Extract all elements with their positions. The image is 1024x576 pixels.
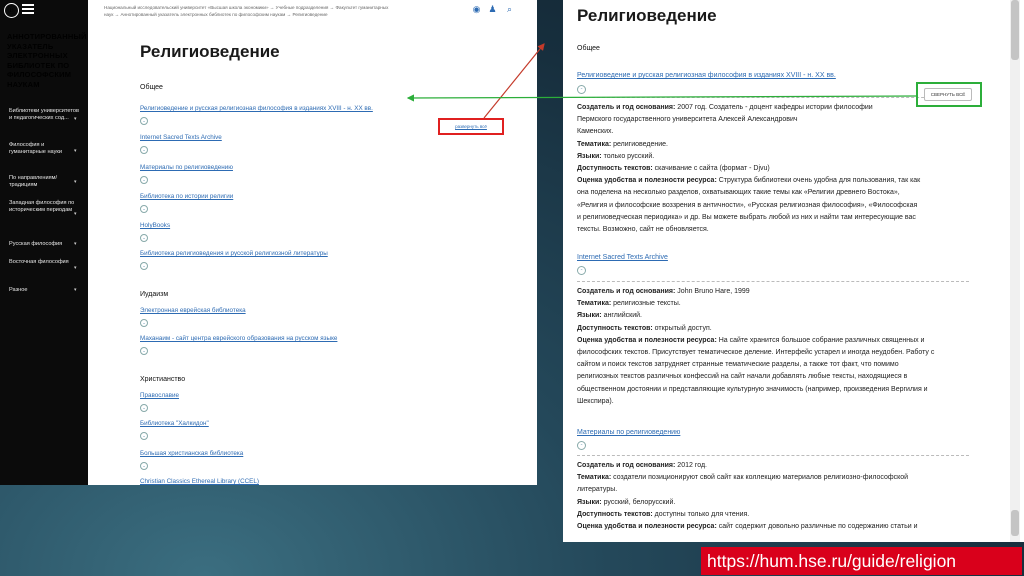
expand-icon[interactable]: ⌄ bbox=[140, 262, 148, 270]
link-chalcedon[interactable]: Библиотека "Халкидон" bbox=[140, 420, 209, 427]
chevron-down-icon[interactable]: ▾ bbox=[74, 211, 77, 217]
section-heading-general: Общее bbox=[140, 84, 163, 91]
expand-icon[interactable]: ⌄ bbox=[140, 462, 148, 470]
collapse-icon[interactable]: ⌃ bbox=[577, 441, 586, 450]
link-religion-materials[interactable]: Материалы по религиоведению bbox=[577, 429, 681, 436]
entry-field-value: Пермского государственного университета Алексей Александрович bbox=[577, 116, 798, 124]
sidebar-item-university-libraries[interactable]: Библиотеки университетов и педагогических сод... bbox=[9, 108, 79, 121]
entry-field-value: доступны только для чтения. bbox=[654, 510, 750, 518]
entry-field-value: 2007 год. Создатель - доцент кафедры истории философии bbox=[677, 104, 873, 111]
collapse-icon[interactable]: ⌃ bbox=[577, 266, 586, 275]
entry-field-label: Тематика: bbox=[577, 300, 614, 308]
chevron-down-icon[interactable]: ▾ bbox=[74, 116, 77, 122]
chevron-down-icon[interactable]: ▾ bbox=[74, 287, 77, 293]
page-title: Религиоведение bbox=[577, 6, 717, 25]
sidebar-item-humanities[interactable]: Философия и гуманитарные науки bbox=[9, 142, 62, 155]
link-religion-russian-literature[interactable]: Библиотека религиоведения и русской религиозной литературы bbox=[140, 250, 328, 257]
entry-field-value: она поделена на несколько разделов, охватывающих такие темы как «Религии древнего Востока», bbox=[577, 189, 900, 197]
expand-icon[interactable]: ⌄ bbox=[140, 347, 148, 355]
collapse-all-button[interactable]: СВЕРНУТЬ ВСЁ bbox=[924, 88, 972, 101]
page-title: Религиоведение bbox=[140, 42, 280, 61]
entry-field-value: открытый доступ. bbox=[654, 324, 712, 332]
link-sacred-texts[interactable]: Internet Sacred Texts Archive bbox=[577, 254, 668, 261]
sidebar-item-misc[interactable]: Разное bbox=[9, 287, 28, 293]
expand-icon[interactable]: ⌄ bbox=[140, 176, 148, 184]
expand-icon[interactable]: ⌄ bbox=[140, 146, 148, 154]
entry-field-label: Создатель и год основания: bbox=[577, 288, 678, 295]
entry-field-label: Доступность текстов: bbox=[577, 165, 655, 173]
red-arrow bbox=[484, 44, 544, 118]
eye-icon[interactable]: ◉ bbox=[472, 4, 481, 14]
link-big-christian-library[interactable]: Большая христианская библиотека bbox=[140, 450, 244, 457]
entry-field-value: 2012 год. bbox=[677, 462, 707, 469]
entry-field-label: Языки: bbox=[577, 498, 604, 506]
chevron-down-icon[interactable]: ▾ bbox=[74, 179, 77, 185]
entry-field-label: Оценка удобства и полезности ресурса: bbox=[577, 523, 719, 531]
section-heading-general: Общее bbox=[577, 45, 600, 52]
entry-field-value: тексты. Возможно, сайт не обновляется. bbox=[577, 226, 709, 234]
entry-field-label: Языки: bbox=[577, 312, 604, 320]
chevron-down-icon[interactable]: ▾ bbox=[74, 265, 77, 271]
link-ccel[interactable]: Christian Classics Ethereal Library (CCEL) bbox=[140, 478, 259, 485]
chevron-down-icon[interactable]: ▾ bbox=[74, 241, 77, 247]
sidebar-item-western-philosophy[interactable]: Западная философия по историческим периодам bbox=[9, 200, 75, 213]
user-icon[interactable]: ♟ bbox=[488, 4, 497, 14]
sidebar-item-eastern-philosophy[interactable]: Восточная философия bbox=[9, 259, 69, 265]
expand-icon[interactable]: ⌄ bbox=[140, 432, 148, 440]
entry-field-value: только русский. bbox=[603, 152, 655, 160]
sidebar-title[interactable]: АННОТИРОВАННЫЙ УКАЗАТЕЛЬ ЭЛЕКТРОННЫХ БИБЛИОТЕК ПО ФИЛОСОФСКИМ НАУКАМ bbox=[7, 32, 87, 89]
link-religion-russian-philosophy[interactable]: Религиоведение и русская религиозная философия в изданиях XVIII - н. XX вв. bbox=[140, 105, 373, 112]
link-religion-materials[interactable]: Материалы по религиоведению bbox=[140, 164, 233, 171]
entry-field-value: скачивание с сайта (формат - Djvu) bbox=[654, 165, 770, 173]
entry-field-value: и религиоведческая периодика» и др. Вы можете выбрать любой из них и найти там интересующие вас bbox=[577, 213, 916, 221]
section-heading-judaism: Иудаизм bbox=[140, 291, 169, 298]
entry-field-label: Создатель и год основания: bbox=[577, 462, 678, 469]
chevron-down-icon[interactable]: ▾ bbox=[74, 148, 77, 154]
link-orthodoxy[interactable]: Православие bbox=[140, 392, 179, 399]
entry-field-value: сайт содержит довольно различные по содержанию статьи и bbox=[718, 523, 918, 531]
expand-icon[interactable]: ⌄ bbox=[140, 404, 148, 412]
collapse-icon[interactable]: ⌃ bbox=[577, 85, 586, 94]
breadcrumb-line2[interactable]: наук → Аннотированный указатель электронных библиотек по философским наукам → Религиоведение bbox=[104, 12, 328, 17]
expand-all-label: развернуть всё bbox=[455, 124, 487, 129]
link-religion-russian-philosophy[interactable]: Религиоведение и русская религиозная философия в изданиях XVIII - н. XX вв. bbox=[577, 72, 836, 79]
entry-field-value: «Религия и философские воззрения в античности», «Русская религиозная философия», «Философская bbox=[577, 201, 918, 209]
search-icon[interactable]: ⌕ bbox=[506, 4, 513, 14]
link-sacred-texts[interactable]: Internet Sacred Texts Archive bbox=[140, 134, 222, 141]
section-heading-christianity: Христианство bbox=[140, 376, 186, 383]
entry-field-label: Оценка удобства и полезности ресурса: bbox=[577, 336, 719, 344]
entry-field-value: создатели позиционируют свой сайт как коллекцию материалов религиозно-философской bbox=[613, 474, 909, 482]
link-holybooks[interactable]: HolyBooks bbox=[140, 222, 171, 229]
entry-field-value: религиозные тексты. bbox=[613, 300, 681, 308]
entry-field-value: Каменских. bbox=[577, 128, 614, 136]
entry-field-value: John Bruno Hare, 1999 bbox=[677, 288, 750, 295]
entry-field-label: Оценка удобства и полезности ресурса: bbox=[577, 177, 719, 185]
entry-field-value: религиоведение. bbox=[613, 140, 669, 148]
link-mahanaim[interactable]: Маханаим - сайт центра еврейского образования на русском языке bbox=[140, 335, 338, 342]
hse-logo-icon[interactable]: Ⓑ bbox=[4, 3, 19, 18]
entry-field-value: Шекспира). bbox=[577, 397, 614, 405]
breadcrumb-line1[interactable]: Национальный исследовательский университет «Высшая школа экономики» → Учебные подразделения → Факультет гуманитарных bbox=[104, 5, 389, 10]
expand-icon[interactable]: ⌄ bbox=[140, 234, 148, 242]
entry-field-label: Доступность текстов: bbox=[577, 324, 655, 332]
link-religion-history-library[interactable]: Библиотека по истории религии bbox=[140, 193, 234, 200]
sidebar-item-russian-philosophy[interactable]: Русская философия bbox=[9, 241, 63, 247]
entry-field-value: Структура библиотеки очень удобна для пользования, так как bbox=[718, 177, 921, 185]
entry-field-value: философских текстов. Присутствует тематическое деление. Интерфейс устарел и иногда неудобен. Работу с bbox=[577, 349, 935, 357]
entry-field-value: литературы. bbox=[577, 486, 618, 494]
entry-field-value: русский, белорусский. bbox=[603, 498, 676, 506]
entry-field-label: Создатель и год основания: bbox=[577, 104, 678, 111]
link-jewish-library[interactable]: Электронная еврейская библиотека bbox=[140, 307, 246, 314]
expand-icon[interactable]: ⌄ bbox=[140, 319, 148, 327]
entry-field-label: Тематика: bbox=[577, 140, 614, 148]
entry-field-label: Языки: bbox=[577, 152, 604, 160]
entry-field-value: сайтом и поиск текстов затрудняет странные тематические разделы, а также тот факт, что помимо bbox=[577, 361, 899, 369]
entry-field-value: общественном достоянии и представляющие культурную значимость (например, произведения Вергилия и bbox=[577, 385, 928, 393]
entry-field-value: английский. bbox=[603, 312, 642, 320]
url-label: https://hum.hse.ru/guide/religion bbox=[701, 547, 1022, 575]
green-arrow bbox=[408, 96, 916, 98]
entry-field-label: Доступность текстов: bbox=[577, 510, 655, 518]
entry-field-value: На сайте хранится большое собрание различных священных и bbox=[718, 336, 925, 344]
expand-icon[interactable]: ⌄ bbox=[140, 117, 148, 125]
entry-field-label: Тематика: bbox=[577, 474, 614, 482]
expand-icon[interactable]: ⌄ bbox=[140, 205, 148, 213]
sidebar-item-traditions[interactable]: По направлениям/традициям bbox=[9, 175, 57, 188]
entry-field-value: религиозных текстов различных конфессий на сайт начали добавлять любые тексты, находящиеся в bbox=[577, 373, 908, 381]
